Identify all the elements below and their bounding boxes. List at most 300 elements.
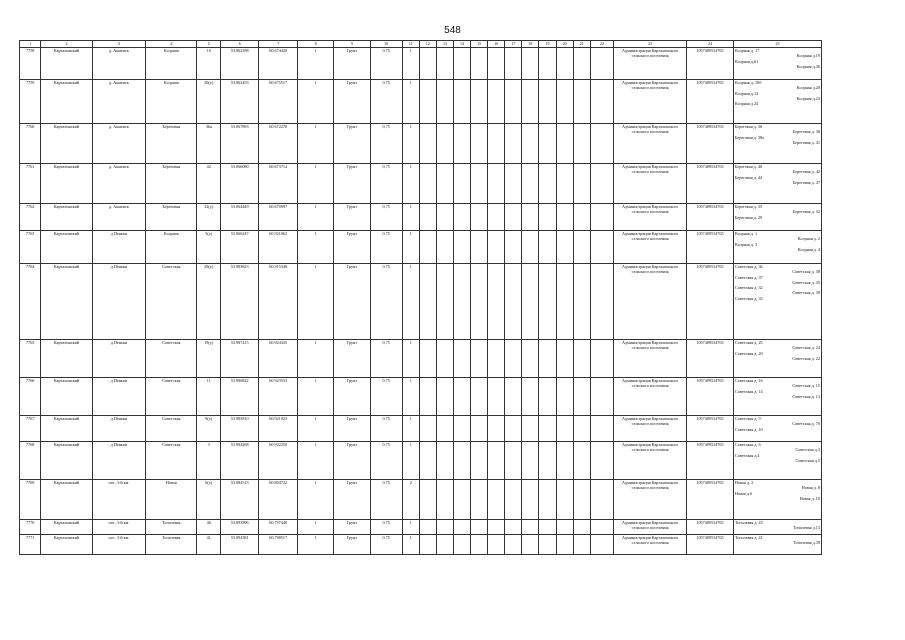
cell-empty <box>522 204 539 231</box>
cell-street: Советская <box>146 378 197 416</box>
cell-street: Советская <box>146 442 197 480</box>
column-header: 16 <box>488 41 505 48</box>
cell-empty <box>488 416 505 442</box>
cell-count: 1 <box>402 124 419 164</box>
cell-c8: 1 <box>297 80 333 124</box>
cell-empty <box>436 80 453 124</box>
cell-lon: 60.672270 <box>259 124 297 164</box>
table-row <box>20 80 822 124</box>
cell-empty <box>522 231 539 264</box>
cell-empty <box>590 535 614 555</box>
cell-empty <box>471 416 488 442</box>
cell-empty <box>539 442 556 480</box>
cell-empty <box>419 164 436 204</box>
cell-empty <box>453 264 470 340</box>
address-item: Ксорная д. 18б <box>735 80 762 85</box>
cell-count: 1 <box>402 340 419 378</box>
cell-empty <box>539 378 556 416</box>
cell-empty <box>539 520 556 535</box>
address-item: Советская д. 14 <box>735 388 763 394</box>
cell-surface: Грунт <box>334 48 370 80</box>
cell-empty <box>573 264 590 340</box>
cell-empty <box>471 204 488 231</box>
address-item: Новая д.6 <box>735 490 753 496</box>
cell-count: 1 <box>402 520 419 535</box>
table-row <box>20 378 822 416</box>
cell-c8: 1 <box>297 535 333 555</box>
cell-district: Карталинский <box>41 442 92 480</box>
column-header: 6 <box>220 41 258 48</box>
cell-empty <box>505 80 522 124</box>
column-header: 17 <box>505 41 522 48</box>
cell-admin: Администрация Карталинского сельского поселения <box>614 416 687 442</box>
column-header: 13 <box>436 41 453 48</box>
address-item: Советская д. 32 <box>735 285 763 290</box>
cell-admin: Администрация Карталинского сельского поселения <box>614 520 687 535</box>
cell-empty <box>419 480 436 520</box>
cell-house: 5(у) <box>197 231 221 264</box>
cell-c8: 1 <box>297 124 333 164</box>
cell-ogrn: 1057409534765 <box>686 48 733 80</box>
address-item: Береговая д. 35 <box>735 204 763 209</box>
cell-surface: Грунт <box>334 204 370 231</box>
column-header: 11 <box>402 41 419 48</box>
cell-lat: 53.066247 <box>220 231 258 264</box>
cell-settlement: д.Пеньки <box>92 442 145 480</box>
cell-surface: Грунт <box>334 340 370 378</box>
cell-addresses <box>734 124 822 164</box>
address-item: Советская д. 24 <box>792 345 820 351</box>
cell-empty <box>471 378 488 416</box>
cell-street: Береговая <box>146 164 197 204</box>
column-header: 24 <box>686 41 733 48</box>
cell-empty <box>488 48 505 80</box>
cell-empty <box>522 378 539 416</box>
address-item: Советская д. 10 <box>735 426 763 432</box>
cell-lon: 60.915346 <box>259 264 297 340</box>
column-header: 18 <box>522 41 539 48</box>
cell-lat: 53.985810 <box>220 416 258 442</box>
cell-empty <box>436 124 453 164</box>
cell-lon: 60.921023 <box>259 416 297 442</box>
cell-settlement: пос. 3-й км. <box>92 535 145 555</box>
column-header: 3 <box>92 41 145 48</box>
cell-street: Тополевая <box>146 520 197 535</box>
address-item: Советская д.4 <box>735 452 760 458</box>
cell-house: 32(у) <box>197 204 221 231</box>
cell-empty <box>453 480 470 520</box>
cell-ogrn: 1057409534765 <box>686 340 733 378</box>
cell-settlement: д. Анненск <box>92 124 145 164</box>
cell-addresses <box>734 442 822 480</box>
cell-lon: 60.674420 <box>259 48 297 80</box>
cell-empty <box>436 231 453 264</box>
cell-empty <box>436 378 453 416</box>
cell-empty <box>522 48 539 80</box>
cell-empty <box>488 442 505 480</box>
cell-surface: Грунт <box>334 80 370 124</box>
cell-settlement: д.Пеньки <box>92 264 145 340</box>
cell-empty <box>436 535 453 555</box>
address-item: Советская д. 25 <box>735 340 763 345</box>
cell-lon: 60.670997 <box>259 204 297 231</box>
column-header: 10 <box>370 41 402 48</box>
cell-house: 46 <box>197 520 221 535</box>
cell-c8: 1 <box>297 416 333 442</box>
cell-empty <box>556 264 573 340</box>
address-item: Ксорная д.19 <box>796 53 820 59</box>
cell-area: 0,75 <box>370 442 402 480</box>
address-item: Советская д. 22 <box>792 355 820 361</box>
cell-c8: 1 <box>297 480 333 520</box>
cell-street: Ксорная <box>146 80 197 124</box>
cell-count: 1 <box>402 416 419 442</box>
table-row <box>20 480 822 520</box>
cell-area: 0,75 <box>370 340 402 378</box>
cell-addresses <box>734 264 822 340</box>
cell-ogrn: 1057409534765 <box>686 264 733 340</box>
cell-addresses <box>734 480 822 520</box>
cell-empty <box>471 80 488 124</box>
cell-empty <box>453 442 470 480</box>
address-item: Новая д. 10 <box>799 495 820 501</box>
address-item: Советская д. 33 <box>735 295 763 301</box>
cell-empty <box>539 416 556 442</box>
cell-lat: 53.064449 <box>220 204 258 231</box>
cell-empty <box>590 340 614 378</box>
cell-surface: Грунт <box>334 231 370 264</box>
cell-empty <box>453 164 470 204</box>
cell-empty <box>436 204 453 231</box>
address-item: Береговая д. 47 <box>792 179 820 185</box>
cell-addresses <box>734 164 822 204</box>
cell-admin: Администрация Карталинского сельского поселения <box>614 442 687 480</box>
cell-house: 9(у) <box>197 416 221 442</box>
cell-street: Береговая <box>146 124 197 164</box>
address-item: Береговая д. 38а <box>735 134 764 140</box>
cell-ogrn: 1057409534765 <box>686 164 733 204</box>
cell-admin: Администрация Карталинского сельского поселения <box>614 340 687 378</box>
cell-empty <box>471 124 488 164</box>
cell-empty <box>505 480 522 520</box>
cell-empty <box>590 164 614 204</box>
cell-settlement: д.Пеньки <box>92 340 145 378</box>
cell-empty <box>436 416 453 442</box>
cell-area: 0,75 <box>370 264 402 340</box>
cell-surface: Грунт <box>334 520 370 535</box>
cell-empty <box>505 204 522 231</box>
address-item: Советская д. 35 <box>792 279 820 285</box>
cell-empty <box>488 80 505 124</box>
table-header-row <box>20 41 822 48</box>
cell-lat: 53.986822 <box>220 378 258 416</box>
cell-empty <box>505 378 522 416</box>
cell-ogrn: 1057409534765 <box>686 124 733 164</box>
address-item: Ксорная д.20 <box>796 85 820 91</box>
cell-empty <box>419 520 436 535</box>
cell-empty <box>436 480 453 520</box>
cell-lat: 53.062453 <box>220 80 258 124</box>
address-item: Береговая д. 44 <box>735 174 763 180</box>
page-number: 548 <box>444 25 461 36</box>
column-header: 15 <box>471 41 488 48</box>
cell-empty <box>453 204 470 231</box>
address-item: Ксорная д. 4 <box>797 246 820 252</box>
address-item: Советская д. 15 <box>792 383 820 389</box>
address-item: Ксорная д. 1 <box>735 231 758 236</box>
cell-n: 7765 <box>20 340 41 378</box>
cell-n: 7761 <box>20 164 41 204</box>
cell-empty <box>556 231 573 264</box>
cell-empty <box>436 264 453 340</box>
cell-empty <box>419 48 436 80</box>
column-header: 14 <box>453 41 470 48</box>
column-header: 12 <box>419 41 436 48</box>
cell-surface: Грунт <box>334 535 370 555</box>
cell-empty <box>539 204 556 231</box>
cell-settlement: д.Пеньки <box>92 231 145 264</box>
cell-count: 1 <box>402 535 419 555</box>
cell-ogrn: 1057409534765 <box>686 535 733 555</box>
cell-empty <box>471 535 488 555</box>
cell-empty <box>556 80 573 124</box>
cell-empty <box>522 480 539 520</box>
cell-empty <box>453 231 470 264</box>
cell-settlement: д.Пеньки <box>92 378 145 416</box>
cell-empty <box>539 124 556 164</box>
cell-empty <box>419 80 436 124</box>
cell-addresses <box>734 378 822 416</box>
cell-house: 42 <box>197 164 221 204</box>
cell-addresses <box>734 340 822 378</box>
cell-surface: Грунт <box>334 264 370 340</box>
address-item: Советская д. 38 <box>792 269 820 275</box>
cell-empty <box>590 264 614 340</box>
cell-house: 11 <box>197 378 221 416</box>
table-row <box>20 264 822 340</box>
cell-empty <box>488 264 505 340</box>
cell-admin: Администрация Карталинского сельского поселения <box>614 164 687 204</box>
cell-addresses <box>734 80 822 124</box>
cell-empty <box>539 340 556 378</box>
cell-area: 0,75 <box>370 535 402 555</box>
address-item: Новая д. 2 <box>735 480 754 485</box>
cell-addresses <box>734 231 822 264</box>
cell-ogrn: 1057409534765 <box>686 480 733 520</box>
cell-empty <box>488 124 505 164</box>
column-header: 1 <box>20 41 41 48</box>
cell-ogrn: 1057409534765 <box>686 231 733 264</box>
cell-n: 7764 <box>20 264 41 340</box>
cell-ogrn: 1057409534765 <box>686 204 733 231</box>
cell-lon: 60.797440 <box>259 520 297 535</box>
cell-settlement: д. Анненск <box>92 204 145 231</box>
cell-count: 1 <box>402 164 419 204</box>
cell-empty <box>539 48 556 80</box>
cell-empty <box>556 378 573 416</box>
cell-district: Карталинский <box>41 231 92 264</box>
cell-empty <box>573 442 590 480</box>
cell-empty <box>419 231 436 264</box>
cell-empty <box>505 340 522 378</box>
cell-admin: Администрация Карталинского сельского поселения <box>614 48 687 80</box>
cell-empty <box>539 264 556 340</box>
column-header: 7 <box>259 41 297 48</box>
cell-area: 0,75 <box>370 231 402 264</box>
cell-empty <box>573 535 590 555</box>
cell-empty <box>573 231 590 264</box>
address-item: Ксорная д.36 <box>796 63 820 69</box>
cell-c8: 1 <box>297 204 333 231</box>
cell-c8: 1 <box>297 378 333 416</box>
cell-empty <box>522 535 539 555</box>
cell-empty <box>505 231 522 264</box>
cell-house: 6(у) <box>197 480 221 520</box>
cell-count: 1 <box>402 442 419 480</box>
column-header: 19 <box>539 41 556 48</box>
cell-empty <box>453 520 470 535</box>
cell-addresses <box>734 535 822 555</box>
cell-addresses <box>734 48 822 80</box>
cell-empty <box>590 48 614 80</box>
cell-empty <box>488 340 505 378</box>
address-item: Тополевая д.39 <box>793 540 820 546</box>
cell-house: 20(у) <box>197 80 221 124</box>
address-item: Береговая д. 41 <box>792 139 820 145</box>
cell-street: Тополевая <box>146 535 197 555</box>
cell-empty <box>590 442 614 480</box>
cell-empty <box>522 80 539 124</box>
cell-house: 36а <box>197 124 221 164</box>
cell-district: Карталинский <box>41 480 92 520</box>
cell-street: Новая <box>146 480 197 520</box>
cell-empty <box>556 164 573 204</box>
table-row <box>20 535 822 555</box>
cell-empty <box>539 231 556 264</box>
table-row <box>20 442 822 480</box>
cell-empty <box>453 340 470 378</box>
cell-house: 29(у) <box>197 264 221 340</box>
cell-addresses <box>734 416 822 442</box>
cell-surface: Грунт <box>334 124 370 164</box>
cell-count: 1 <box>402 48 419 80</box>
cell-empty <box>556 520 573 535</box>
cell-empty <box>539 164 556 204</box>
cell-surface: Грунт <box>334 480 370 520</box>
cell-count: 1 <box>402 80 419 124</box>
cell-empty <box>573 340 590 378</box>
cell-admin: Администрация Карталинского сельского поселения <box>614 378 687 416</box>
cell-area: 0,75 <box>370 416 402 442</box>
cell-n: 7763 <box>20 231 41 264</box>
address-item: Советская д. 37 <box>735 274 763 280</box>
address-item: Советская д. 9 <box>735 416 761 421</box>
cell-empty <box>471 264 488 340</box>
cell-empty <box>590 480 614 520</box>
cell-admin: Администрация Карталинского сельского поселения <box>614 535 687 555</box>
column-header: 25 <box>734 41 822 48</box>
cell-empty <box>522 164 539 204</box>
address-item: Береговая д. 29 <box>735 214 763 220</box>
cell-empty <box>573 80 590 124</box>
address-item: Тополевая д. 41 <box>735 535 763 540</box>
cell-empty <box>573 164 590 204</box>
cell-empty <box>505 416 522 442</box>
cell-empty <box>522 124 539 164</box>
cell-empty <box>488 164 505 204</box>
cell-empty <box>539 480 556 520</box>
cell-ogrn: 1057409534765 <box>686 80 733 124</box>
address-item: Береговая д. 40 <box>735 164 763 169</box>
cell-n: 7759 <box>20 80 41 124</box>
cell-street: Ксорная <box>146 231 197 264</box>
cell-empty <box>505 535 522 555</box>
cell-lon: 60.673714 <box>259 164 297 204</box>
cell-settlement: д. Анненск <box>92 164 145 204</box>
cell-empty <box>453 378 470 416</box>
cell-lon: 60.675517 <box>259 80 297 124</box>
cell-c8: 1 <box>297 520 333 535</box>
cell-area: 0,75 <box>370 164 402 204</box>
cell-empty <box>488 204 505 231</box>
cell-district: Карталинский <box>41 340 92 378</box>
cell-empty <box>590 416 614 442</box>
cell-empty <box>556 340 573 378</box>
cell-empty <box>556 480 573 520</box>
column-header: 9 <box>334 41 370 48</box>
cell-c8: 1 <box>297 264 333 340</box>
cell-n: 7771 <box>20 535 41 555</box>
cell-empty <box>488 378 505 416</box>
cell-empty <box>573 204 590 231</box>
cell-empty <box>419 340 436 378</box>
cell-c8: 1 <box>297 231 333 264</box>
cell-empty <box>471 520 488 535</box>
cell-empty <box>590 80 614 124</box>
registry-table <box>19 40 822 555</box>
cell-lat: 53.067893 <box>220 124 258 164</box>
cell-district: Карталинский <box>41 535 92 555</box>
cell-empty <box>522 264 539 340</box>
cell-admin: Администрация Карталинского сельского поселения <box>614 480 687 520</box>
cell-n: 7758 <box>20 48 41 80</box>
cell-empty <box>590 231 614 264</box>
cell-house: 19(у) <box>197 340 221 378</box>
address-item: Тополевая д.13 <box>793 525 820 531</box>
column-header: 22 <box>590 41 614 48</box>
cell-empty <box>539 535 556 555</box>
cell-empty <box>556 48 573 80</box>
cell-empty <box>419 124 436 164</box>
address-item: Советская д. 36 <box>735 264 763 269</box>
table-row <box>20 520 822 535</box>
cell-lon: 60.798517 <box>259 535 297 555</box>
cell-n: 7766 <box>20 378 41 416</box>
cell-empty <box>488 480 505 520</box>
cell-empty <box>488 231 505 264</box>
address-item: Советская д. 20 <box>735 350 763 356</box>
cell-ogrn: 1057409534765 <box>686 520 733 535</box>
address-item: Тополевая д. 45 <box>735 520 763 525</box>
cell-count: 1 <box>402 231 419 264</box>
cell-street: Береговая <box>146 204 197 231</box>
cell-lat: 53.084513 <box>220 480 258 520</box>
cell-c8: 1 <box>297 48 333 80</box>
cell-empty <box>419 264 436 340</box>
cell-area: 0,75 <box>370 124 402 164</box>
cell-empty <box>471 164 488 204</box>
cell-empty <box>436 48 453 80</box>
